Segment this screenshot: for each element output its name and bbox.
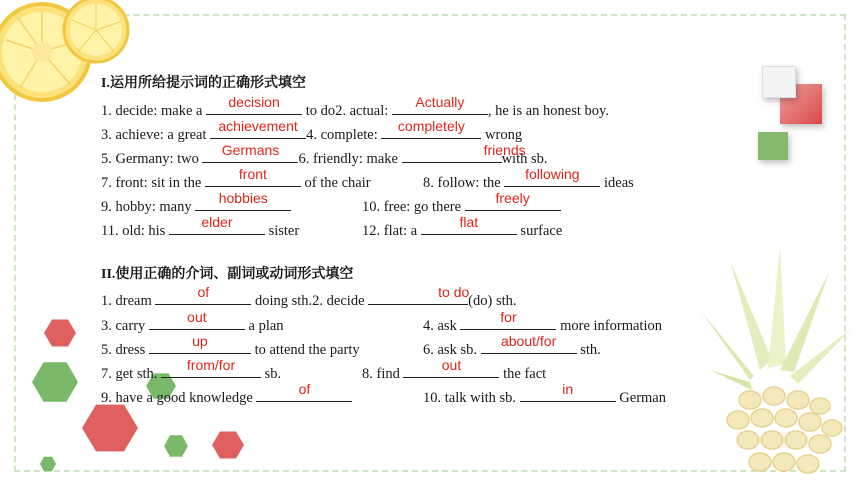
- section1-heading: I.运用所给提示词的正确形式填空: [101, 76, 306, 91]
- exercise-line-3: 5. Germany: two Germans 6. friendly: make friends with sb.: [101, 142, 548, 167]
- answer-blank[interactable]: [504, 166, 600, 187]
- exercise-line-6b: 12. flat: a flat surface: [362, 214, 563, 239]
- exercise-line-11b: 10. talk with sb. in German: [423, 381, 666, 406]
- answer-text: achievement: [218, 118, 298, 134]
- answer-blank[interactable]: [481, 333, 577, 354]
- answer-text: out: [441, 357, 462, 373]
- exercise-line-9b: 6. ask sb. about/for sth.: [423, 333, 601, 358]
- answer-blank[interactable]: [460, 309, 556, 330]
- exercise-line-5b: 10. free: go there freely: [362, 196, 561, 216]
- answer-blank[interactable]: [195, 190, 291, 211]
- answer-blank[interactable]: [256, 381, 352, 402]
- answer-blank[interactable]: [205, 166, 301, 187]
- answer-blank[interactable]: [520, 381, 616, 402]
- answer-text: of: [298, 381, 311, 397]
- answer-blank[interactable]: [421, 214, 517, 235]
- answer-blank[interactable]: [368, 284, 470, 305]
- answer-blank[interactable]: [206, 94, 302, 115]
- answer-blank[interactable]: [465, 190, 561, 211]
- exercise-line-9: 5. dress up to attend the party: [101, 333, 360, 358]
- answer-text: to do: [438, 284, 470, 300]
- exercise-line-11: 9. have a good knowledge of: [101, 387, 352, 407]
- answer-text: from/for: [186, 357, 236, 373]
- exercise-line-4b: 8. follow: the following ideas: [423, 166, 634, 191]
- answer-text: flat: [459, 214, 479, 230]
- answer-text: following: [525, 166, 580, 182]
- answer-blank[interactable]: [169, 214, 265, 235]
- exercise-line-8b: 4. ask for more information: [423, 309, 662, 334]
- answer-blank[interactable]: [210, 118, 306, 139]
- exercise-line-1: 1. decide: make a decision to do2. actual: Actually , he is an honest boy.: [101, 94, 609, 119]
- answer-text: Germans: [221, 142, 280, 158]
- answer-text: in: [562, 381, 574, 397]
- section2-heading: II.使用正确的介词、副词或动词形式填空: [101, 267, 354, 282]
- answer-text: decision: [228, 94, 280, 110]
- answer-text: Actually: [415, 94, 465, 110]
- exercise-line-5: 9. hobby: many hobbies: [101, 196, 291, 216]
- answer-text: out: [187, 309, 207, 325]
- answer-blank[interactable]: [161, 357, 261, 378]
- answer-blank[interactable]: [149, 333, 251, 354]
- answer-blank[interactable]: [202, 142, 298, 163]
- answer-text: hobbies: [218, 190, 268, 206]
- answer-text: about/for: [500, 333, 557, 349]
- answer-blank[interactable]: [403, 357, 499, 378]
- answer-blank[interactable]: [381, 118, 481, 139]
- exercise-line-2: 3. achieve: a great achievement 4. complete: completely wrong: [101, 118, 523, 143]
- exercise-line-6: 11. old: his elder sister: [101, 214, 300, 239]
- exercise-line-7: 1. dream of doing sth.2. decide to do (do) sth.: [101, 284, 517, 309]
- exercise-line-4: 7. front: sit in the front of the chair: [101, 166, 371, 191]
- answer-text: up: [192, 333, 208, 349]
- answer-text: freely: [495, 190, 530, 206]
- exercise-line-10: 7. get sth. from/for sb.: [101, 357, 282, 382]
- answer-blank[interactable]: [402, 142, 526, 163]
- decorative-square: [758, 132, 788, 160]
- answer-text: completely: [397, 118, 465, 134]
- answer-text: elder: [201, 214, 233, 230]
- pineapple-illustration: [690, 240, 860, 484]
- answer-text: of: [197, 284, 210, 300]
- answer-blank[interactable]: [155, 284, 251, 305]
- answer-blank[interactable]: [392, 94, 488, 115]
- exercise-line-8: 3. carry out a plan: [101, 309, 284, 334]
- answer-text: for: [500, 309, 517, 325]
- answer-text: front: [238, 166, 267, 182]
- decorative-square: [762, 66, 796, 98]
- exercise-line-10b: 8. find out the fact: [362, 357, 547, 382]
- answer-text: friends: [483, 142, 526, 158]
- answer-blank[interactable]: [149, 309, 245, 330]
